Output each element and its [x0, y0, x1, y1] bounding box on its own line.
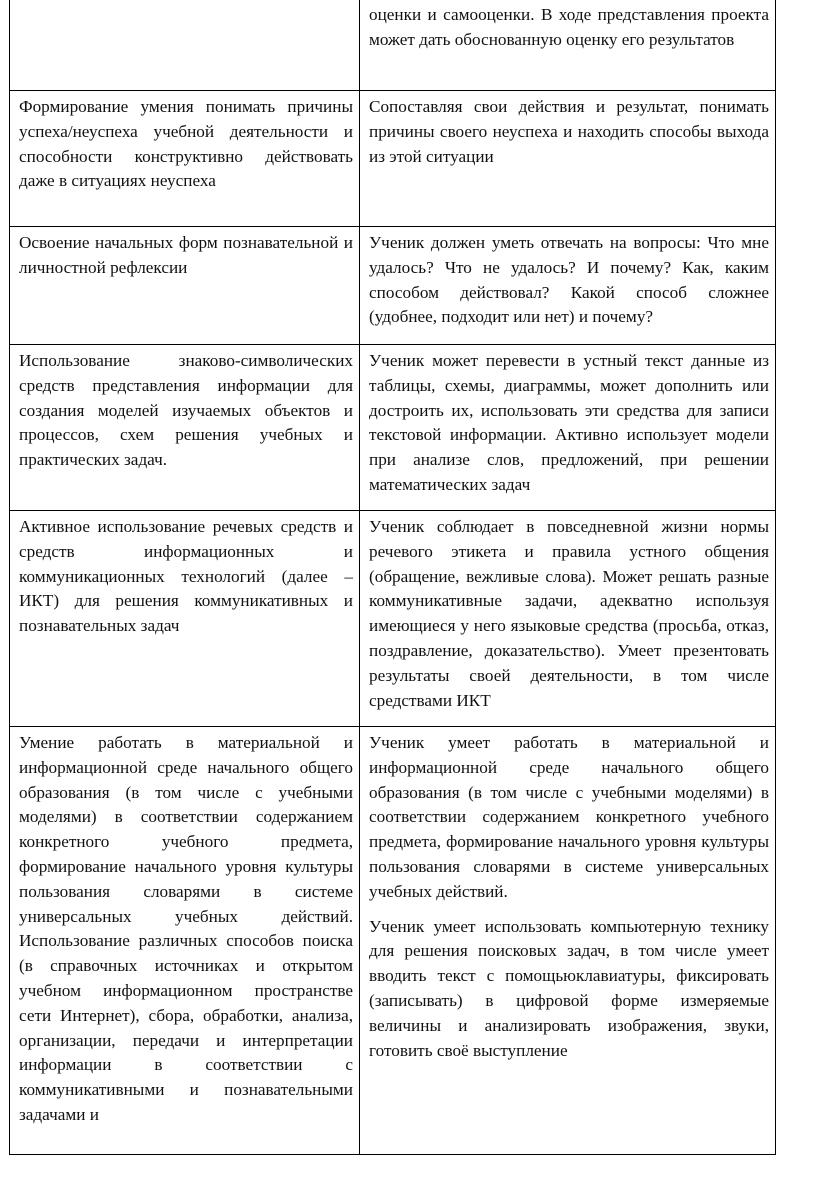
left-cell-text: Активное использование речевых средств и средств информационных и коммуникационных технологий (далее – ИКТ) для решения коммуникативных и познавательных задач [19, 517, 353, 636]
right-cell-text: оценки и самооценки. В ходе представления проекта может дать обоснованную оценку его результатов [369, 5, 769, 49]
right-cell [360, 0, 776, 91]
table-row [10, 91, 776, 227]
table-row [10, 511, 776, 727]
right-cell-text: Ученик умеет работать в материальной и информационной среде начального общего образования (в том числе с учебными моделями) в соответствии содержанием конкретного учебного предмета, формирование начального уровня культуры пользования словарями в системе универсальных учебных действий. [369, 733, 769, 901]
right-cell-text: Ученик может перевести в устный текст данные из таблицы, схемы, диаграммы, может дополнить или достроить их, использовать эти средства для записи текстовой информации. Активно использует модели при анализе слов, предложений, при решении математических задач [369, 351, 769, 494]
left-cell-text: Умение работать в материальной и информационной среде начального общего образования (в том числе с учебными моделями) в соответствии содержанием конкретного учебного предмета, формирование начального уровня культуры пользования словарями в системе универсальных учебных действий. Использование различных способов поиска (в справочных источниках и открытом учебном информационном пространстве сети Интернет), сбора, обработки, анализа, организации, передачи и интерпретации информации в соответствии с коммуникативными и познавательными задачами и [19, 733, 353, 1124]
left-cell [10, 345, 360, 511]
right-cell-text: Ученик соблюдает в повседневной жизни нормы речевого этикета и правила устного общения (обращение, вежливые слова). Может решать разные коммуникативные задачи, адекватно используя имеющиеся у него языковые средства (просьба, отказ, поздравление, доказательство). Умеет презентовать результаты своей деятельности, в том числе средствами ИКТ [369, 517, 769, 710]
left-cell [10, 91, 360, 227]
right-cell [360, 511, 776, 727]
left-cell [10, 0, 360, 91]
right-cell-text: Ученик умеет использовать компьютерную технику для решения поисковых задач, в том числе умеет вводить текст с помощьюклавиатуры, фиксировать (записывать) в цифровой форме измеряемые величины и анализировать изображения, звуки, готовить своё выступление [369, 916, 769, 1060]
right-cell [360, 345, 776, 511]
table-row [10, 345, 776, 511]
right-cell [360, 727, 776, 1155]
left-cell [10, 511, 360, 727]
table-row [10, 0, 776, 91]
table-row [10, 227, 776, 345]
right-cell-text: Сопоставляя свои действия и результат, понимать причины своего неуспеха и находить способы выхода из этой ситуации [369, 97, 769, 166]
left-cell [10, 227, 360, 345]
left-cell [10, 727, 360, 1155]
left-cell-text: Формирование умения понимать причины успеха/неуспеха учебной деятельности и способности конструктивно действовать даже в ситуациях неуспеха [19, 97, 353, 191]
table-row [10, 727, 776, 1155]
criteria-table [9, 0, 776, 1155]
left-cell-text: Использование знаково-символических средств представления информации для создания моделей изучаемых объектов и процессов, схем решения учебных и практических задач. [19, 351, 353, 470]
right-cell [360, 227, 776, 345]
right-cell [360, 91, 776, 227]
left-cell-text: Освоение начальных форм познавательной и личностной рефлексии [19, 233, 353, 277]
right-cell-text: Ученик должен уметь отвечать на вопросы: Что мне удалось? Что не удалось? И почему? Как, каким способом действовал? Какой способ сложнее (удобнее, подходит или нет) и почему? [369, 233, 769, 327]
